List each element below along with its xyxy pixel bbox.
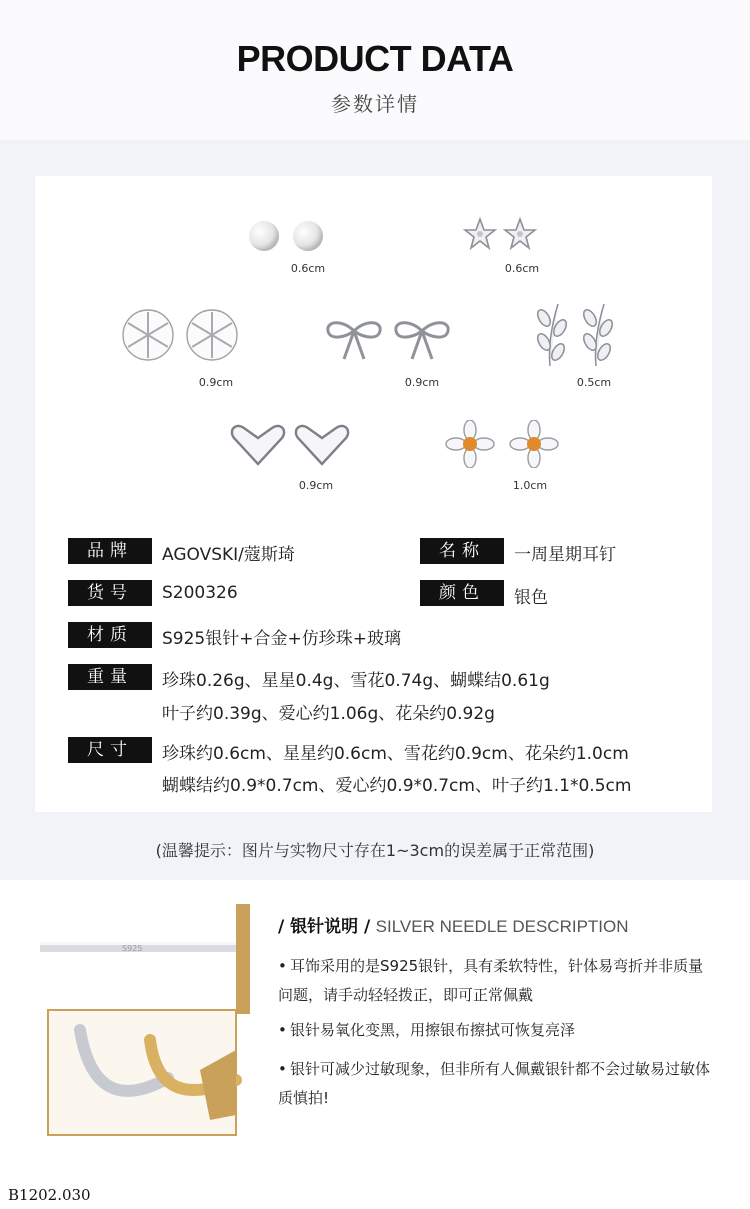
flower-earrings-image (442, 420, 562, 468)
heart-earrings-image (226, 424, 352, 468)
name-value: 一周星期耳钉 (514, 545, 616, 565)
bow-size: 0.9cm (404, 376, 440, 389)
weight-label: 重量 (68, 664, 152, 690)
bullet-dot-icon: • (278, 1060, 287, 1078)
heart-size: 0.9cm (298, 479, 334, 492)
footer-strip (0, 1170, 750, 1209)
size-label: 尺寸 (68, 737, 152, 763)
material-value: S925银针+合金+仿珍珠+玻璃 (162, 629, 401, 649)
bow-earrings-image (324, 315, 456, 363)
pearl-earrings-image (246, 216, 326, 256)
page-subtitle: 参数详情 (331, 92, 419, 116)
needle-bullet-3-text: 银针可减少过敏现象，但非所有人佩戴银针都不会过敏易过敏体质慎拍! (278, 1060, 711, 1107)
material-label: 材质 (68, 622, 152, 648)
needle-bullet-2 (278, 1016, 718, 1045)
name-label: 名称 (420, 538, 504, 564)
star-earrings-image (462, 215, 542, 255)
sku-label: 货号 (68, 580, 152, 606)
star-size: 0.6cm (504, 262, 540, 275)
needle-engraving: S925 (122, 944, 143, 953)
needle-bullet-1-text: 耳饰采用的是S925银针，具有柔软特性，针体易弯折并非质量问题，请手动轻轻拨正，即可正常佩戴 (278, 957, 704, 1004)
leaf-earrings-image (534, 300, 618, 370)
flower-size: 1.0cm (512, 479, 548, 492)
snowflake-size: 0.9cm (198, 376, 234, 389)
size-value-line1: 珍珠约0.6cm、星星约0.6cm、雪花约0.9cm、花朵约1.0cm (162, 744, 629, 764)
leaf-size: 0.5cm (576, 376, 612, 389)
silver-needle-image (0, 900, 250, 1140)
sku-value: S200326 (162, 583, 238, 603)
needle-bullet-1 (278, 952, 718, 1010)
needle-section-title (278, 912, 629, 937)
needle-bullet-3 (278, 1055, 718, 1113)
size-value-line2: 蝴蝶结约0.9*0.7cm、爱心约0.9*0.7cm、叶子约1.1*0.5cm (162, 776, 632, 796)
bullet-dot-icon: • (278, 1021, 287, 1039)
color-value: 银色 (514, 588, 548, 608)
page-title: PRODUCT DATA (236, 38, 514, 79)
weight-value-line2: 叶子约0.39g、爱心约1.06g、花朵约0.92g (162, 704, 495, 724)
size-tolerance-note: (温馨提示：图片与实物尺寸存在1~3cm的误差属于正常范围) (155, 841, 595, 860)
brand-value: AGOVSKI/蔻斯琦 (162, 545, 295, 565)
needle-title-zh: / 银针说明 / (278, 917, 371, 937)
needle-title-en: SILVER NEEDLE DESCRIPTION (375, 917, 629, 936)
color-label: 颜色 (420, 580, 504, 606)
pearl-size: 0.6cm (290, 262, 326, 275)
needle-bullet-2-text: 银针易氧化变黑，用擦银布擦拭可恢复亮泽 (290, 1021, 576, 1039)
bullet-dot-icon: • (278, 957, 287, 975)
snowflake-earrings-image (118, 306, 244, 364)
brand-label: 品牌 (68, 538, 152, 564)
product-code: B1202.030 (8, 1186, 91, 1204)
weight-value-line1: 珍珠0.26g、星星0.4g、雪花0.74g、蝴蝶结0.61g (162, 671, 550, 691)
